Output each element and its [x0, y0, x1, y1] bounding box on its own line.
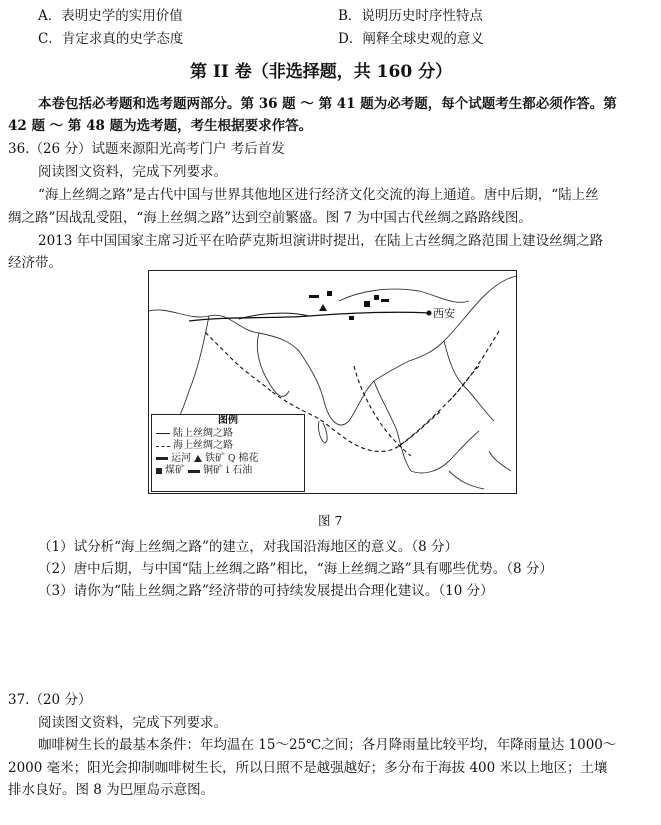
legend-land-label: 陆上丝绸之路 [173, 427, 233, 439]
coal-icon [156, 468, 162, 474]
legend-oil-label: 石油 [232, 465, 253, 476]
q37-line1: 咖啡树生长的最基本条件：年均温在 15～25℃之间；各月降雨量比较平均，年降雨量达 1000～ [38, 737, 617, 753]
instructions-line-2: 42 题 ～ 第 48 题为选考题，考生根据要求作答。 [8, 118, 313, 134]
q37-intro: 阅读图文资料，完成下列要求。 [38, 715, 227, 731]
legend-canal-label: 运河 [171, 452, 191, 464]
cotton-icon: Q [228, 453, 236, 464]
q36-sub-question-2: （2）唐中后期，与中国“陆上丝绸之路”相比，“海上丝绸之路”具有哪些优势。（8 分） [38, 561, 553, 577]
instructions-line-1: 本卷包括必考题和选考题两部分。第 36 题 ～ 第 41 题为必考题，每个试题考生都必须作答。第 [38, 96, 617, 112]
option-b: B．说明历史时序性特点 [338, 8, 483, 24]
q36-para2-line2: 经济带。 [8, 255, 62, 271]
map-legend [151, 414, 305, 492]
option-d: D．阐释全球史观的意义 [338, 31, 484, 47]
legend-coal-label: 煤矿 [165, 465, 185, 476]
solid-line-icon [156, 433, 170, 434]
figure-caption: 图 7 [318, 513, 343, 528]
legend-copper-label: 铜矿 [203, 465, 223, 476]
q36-para1-line2: 绸之路”因战乱受阻，“海上丝绸之路”达到空前繁盛。图 7 为中国古代丝绸之路路线图。 [8, 210, 532, 226]
legend-row-sea [152, 440, 304, 453]
copper-icon [188, 470, 200, 473]
city-label-xian: 西安 [433, 307, 455, 320]
q36-intro: 阅读图文资料，完成下列要求。 [38, 164, 227, 180]
q37-line3: 排水良好。图 8 为巴厘岛示意图。 [8, 782, 215, 798]
legend-cotton-label: 棉花 [238, 452, 259, 464]
dashed-line-icon [156, 446, 170, 447]
q36-sub-question-3: （3）请你为“陆上丝绸之路”经济带的可持续发展提出合理化建议。（10 分） [38, 583, 494, 599]
legend-row-land [152, 428, 304, 441]
legend-title: 图例 [218, 415, 238, 426]
legend-sea-label: 海上丝绸之路 [173, 440, 233, 451]
option-c: C．肯定求真的史学态度 [38, 31, 184, 47]
q36-sub-question-1: （1）试分析“海上丝绸之路”的建立，对我国沿海地区的意义。（8 分） [38, 539, 459, 555]
q37-line2: 2000 毫米；阳光会抑制咖啡树生长，所以日照不是越强越好；多分布于海拔 400 米以上地区；土壤 [8, 760, 608, 776]
q37-header: 37.（20 分） [8, 692, 92, 708]
legend-row-resources-1 [152, 453, 304, 466]
iron-icon [194, 455, 202, 462]
option-a: A．表明史学的实用价值 [38, 8, 183, 24]
canal-icon [156, 457, 168, 460]
q36-header: 36.（26 分）试题来源阳光高考门户 考后首发 [8, 141, 285, 157]
silk-road-map [148, 270, 517, 494]
section-title: 第 II 卷（非选择题，共 160 分） [190, 62, 453, 82]
oil-icon: ⅰ [226, 465, 230, 476]
q36-para2-line1: 2013 年中国国家主席习近平在哈萨克斯坦演讲时提出，在陆上古丝绸之路范围上建设丝绸之路 [38, 233, 604, 249]
legend-iron-label: 铁矿 [205, 452, 225, 464]
legend-row-resources-2 [152, 465, 304, 478]
q36-para1-line1: “海上丝绸之路”是古代中国与世界其他地区进行经济文化交流的海上通道。唐中后期，“陆上丝 [38, 187, 599, 203]
